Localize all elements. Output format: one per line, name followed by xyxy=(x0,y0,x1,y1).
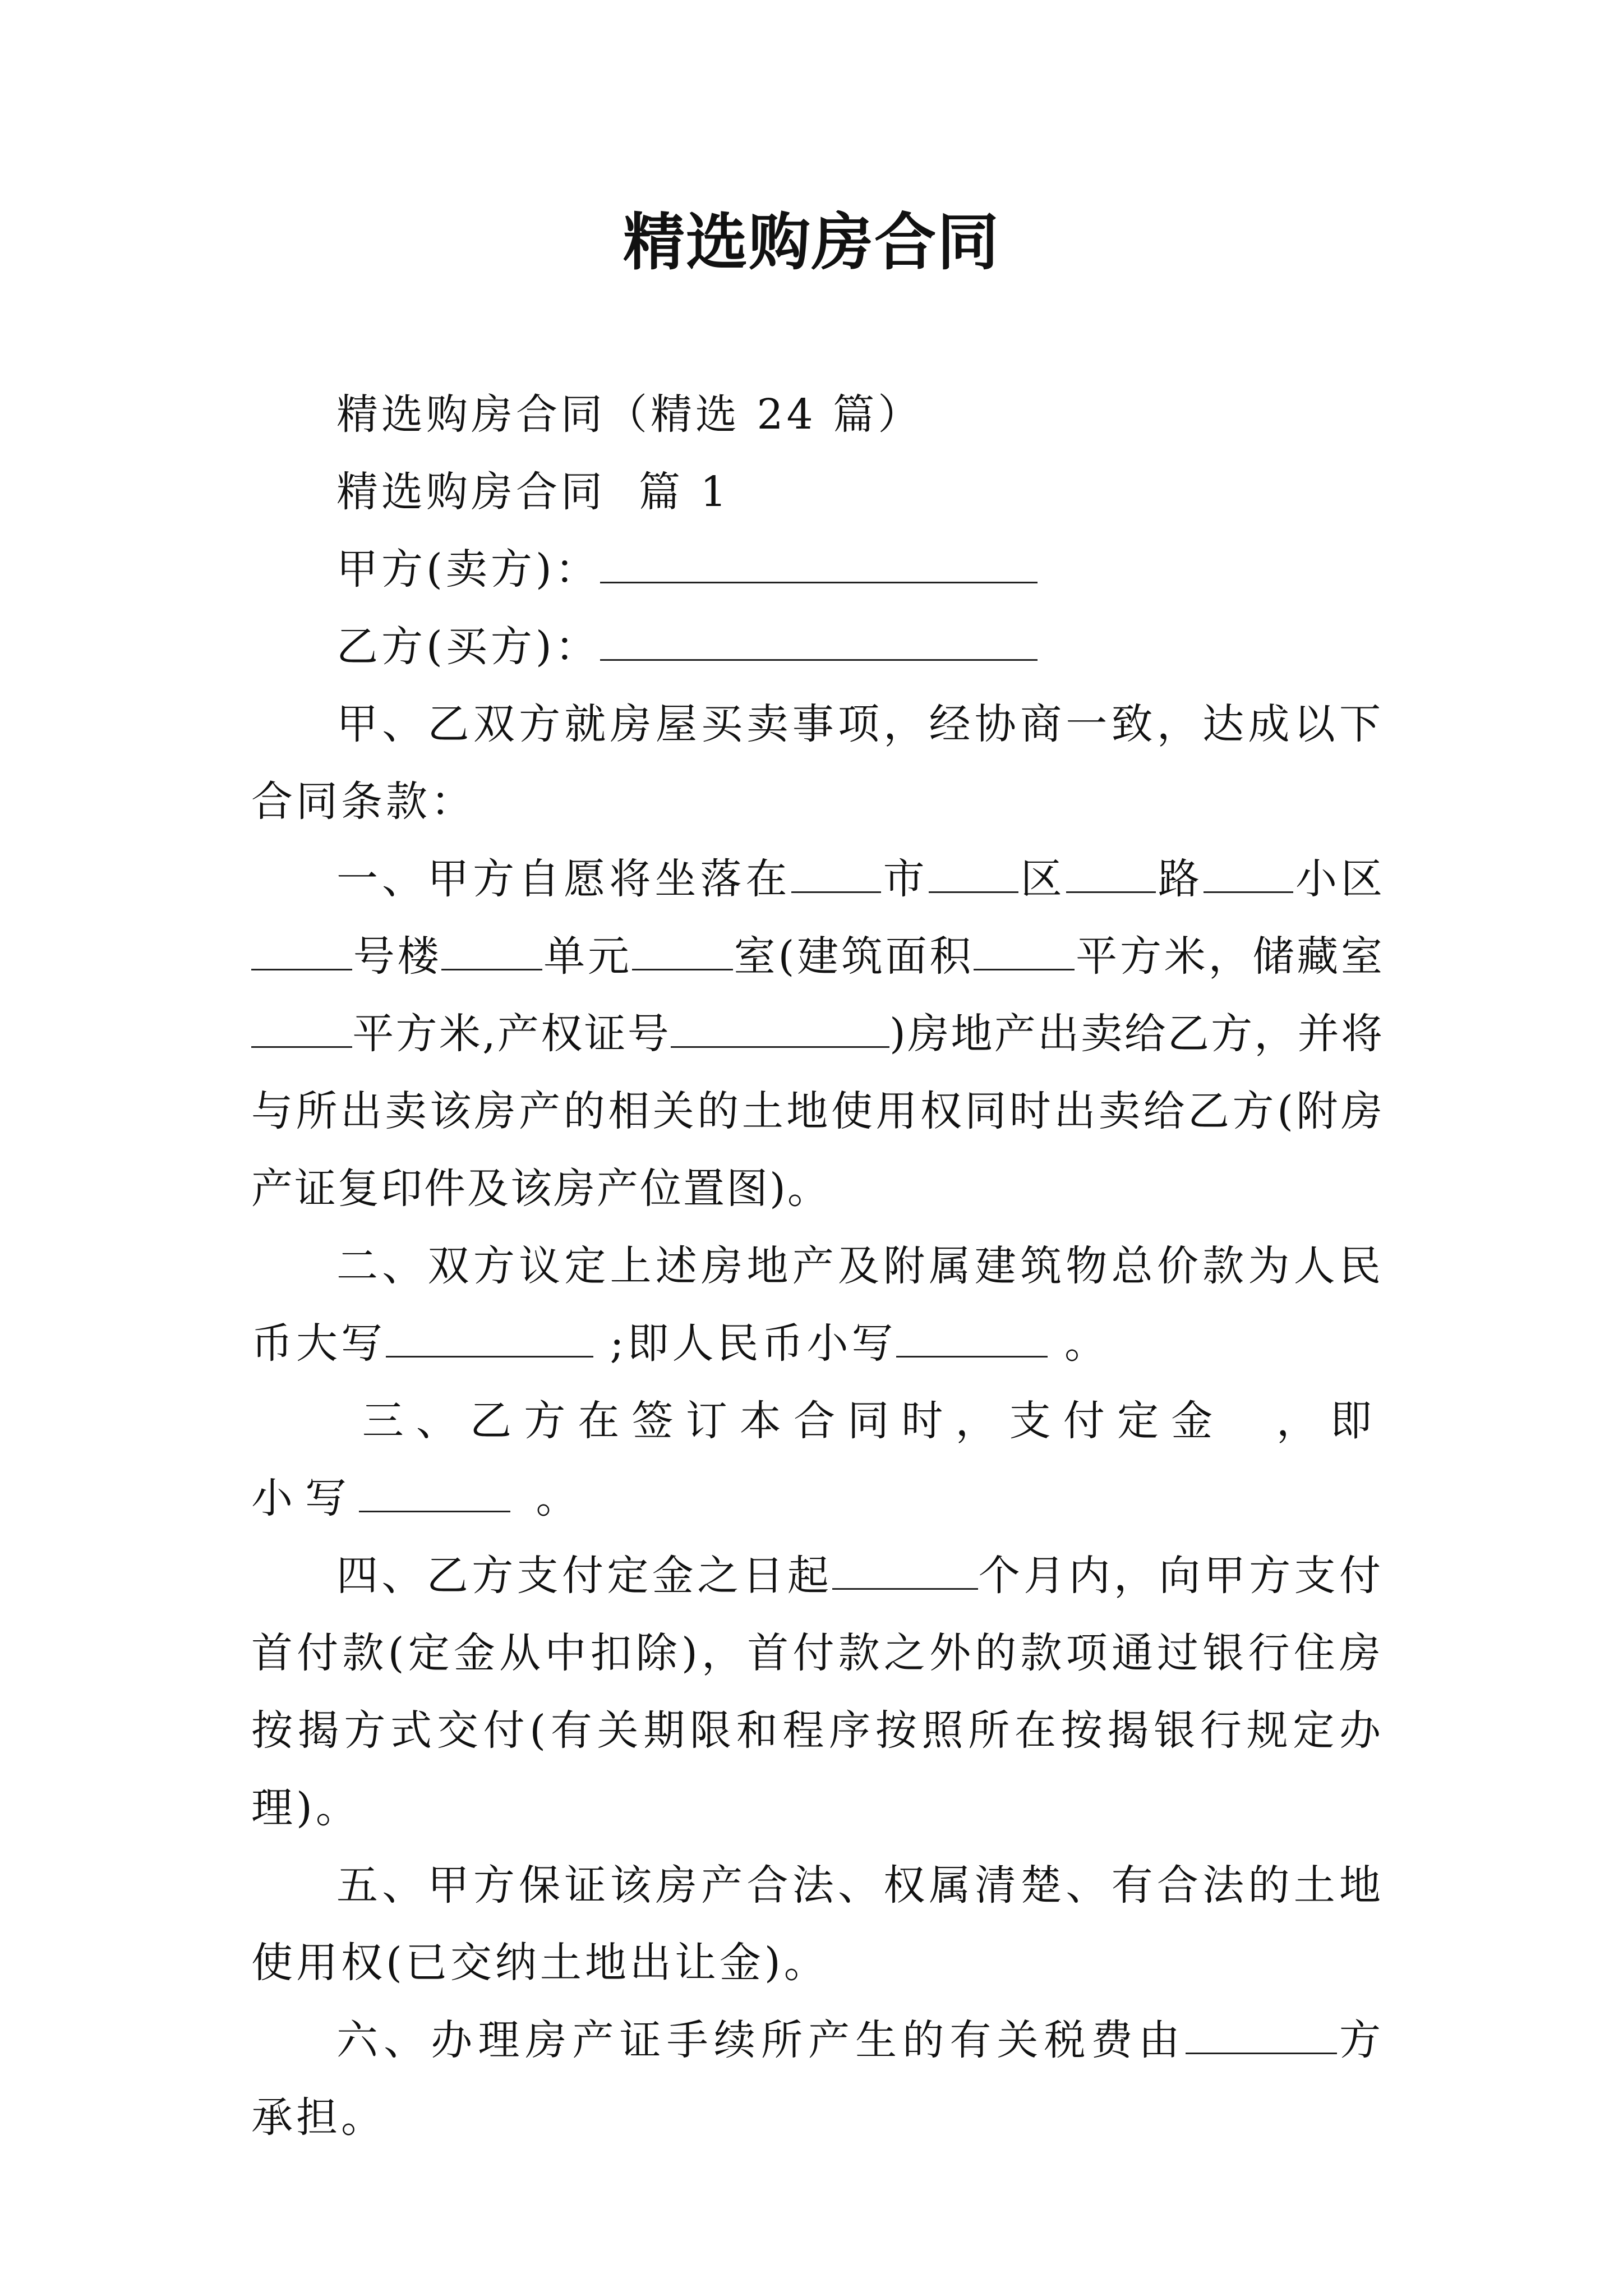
clause-2-text-2: ;即人民币小写 xyxy=(593,1319,897,1368)
clause-3 xyxy=(251,1382,1384,1537)
clause-5: 五、甲方保证该房产合法、权属清楚、有合法的土地使用权(已交纳土地出让金)。 xyxy=(251,1861,1384,1987)
clause-1-blank-community xyxy=(1204,854,1293,893)
clause-1-text-11: )房地产出卖给乙方，并将与所出卖该房产的相关的土地使用权同时出卖给乙方(附房产证复印件及该房产位置图)。 xyxy=(251,1010,1384,1213)
section-heading: 精选购房合同 篇 1 xyxy=(336,468,730,516)
clause-6-text-2: 方承担。 xyxy=(251,2016,1385,2142)
clause-2-text-3: 。 xyxy=(1048,1319,1109,1368)
clause-2-blank-amount-words xyxy=(386,1319,593,1358)
clause-3-blank-deposit xyxy=(359,1474,510,1512)
clause-1-text-6: 号楼 xyxy=(352,932,442,981)
party-b-line xyxy=(251,608,1384,685)
clause-1-blank-area xyxy=(974,932,1075,970)
clause-1-text-9: 平方米，储藏室 xyxy=(1075,932,1385,981)
clause-1-text-1: 一、甲方自愿将坐落在 xyxy=(336,855,791,903)
clause-3-text-2: 。 xyxy=(510,1474,590,1522)
document-body xyxy=(251,376,1384,2156)
subtitle-line: 精选购房合同（精选 24 篇） xyxy=(336,390,923,439)
clause-1-blank-city xyxy=(791,854,881,893)
clause-1 xyxy=(251,840,1384,1227)
clause-1-text-4: 路 xyxy=(1155,855,1204,903)
clause-1-text-3: 区 xyxy=(1018,855,1066,903)
clause-1-text-8: 室(建筑面积 xyxy=(732,932,974,981)
clause-1-blank-storage-area xyxy=(251,1009,352,1048)
clause-3-text-1: 三、乙方在签订本合同时，支付定金 ，即小写 xyxy=(251,1397,1384,1522)
clause-4 xyxy=(251,1537,1384,1847)
clause-2 xyxy=(251,1227,1384,1382)
clause-1-blank-room xyxy=(632,932,733,970)
party-b-label: 乙方(买方)： xyxy=(336,623,600,671)
clause-4-text-2: 个月内，向甲方支付首付款(定金从中扣除)，首付款之外的款项通过银行住房按揭方式交付(有关期限和程序按照所在按揭银行规定办理)。 xyxy=(251,1552,1385,1832)
clause-1-blank-unit xyxy=(441,932,542,970)
clause-6-blank-party xyxy=(1186,2016,1337,2054)
party-a-line xyxy=(251,531,1384,608)
clause-6 xyxy=(251,2001,1384,2156)
clause-1-text-10: 平方米,产权证号 xyxy=(352,1010,671,1058)
clause-1-blank-district xyxy=(929,854,1018,893)
clause-2-blank-amount-figures xyxy=(896,1319,1048,1358)
party-b-blank xyxy=(600,622,1038,661)
party-a-label: 甲方(卖方)： xyxy=(336,545,600,593)
clause-1-text-5: 小区 xyxy=(1293,855,1385,903)
clause-2-text-1: 二、双方议定上述房地产及附属建筑物总价款为人民币大写 xyxy=(251,1242,1384,1368)
clause-4-blank-months xyxy=(832,1551,978,1590)
party-a-blank xyxy=(600,545,1038,583)
clause-1-blank-building xyxy=(251,932,352,970)
clause-1-text-2: 市 xyxy=(880,855,929,903)
clause-1-text-7: 单元 xyxy=(542,932,632,981)
document-title: 精选购房合同 xyxy=(623,206,1000,278)
clause-4-text-1: 四、乙方支付定金之日起 xyxy=(336,1552,833,1600)
clause-6-text-1: 六、办理房产证手续所产生的有关税费由 xyxy=(336,2016,1186,2064)
intro-paragraph: 甲、乙双方就房屋买卖事项，经协商一致，达成以下合同条款： xyxy=(251,700,1384,826)
clause-1-blank-road xyxy=(1066,854,1156,893)
clause-1-blank-certificate-no xyxy=(671,1009,889,1048)
